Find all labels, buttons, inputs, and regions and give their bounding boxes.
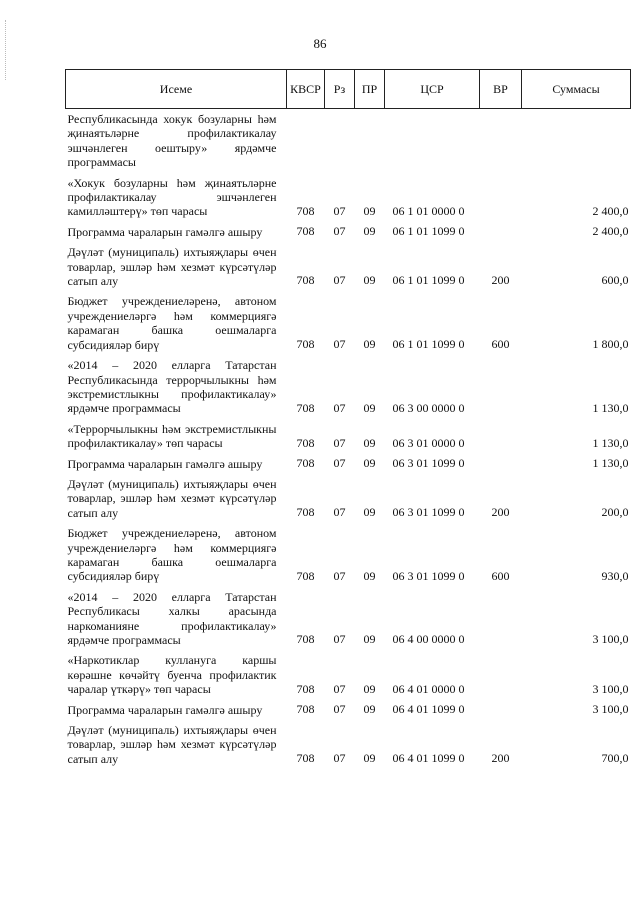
cell-pr: 09	[363, 455, 376, 470]
cell-csr: 06 3 01 1099 0	[392, 568, 465, 583]
table-row	[66, 474, 631, 523]
header-kvsr: КВСР	[287, 70, 325, 109]
header-sum: Суммасы	[522, 70, 631, 109]
cell-csr	[385, 109, 480, 173]
table-row	[66, 720, 631, 769]
cell-sum: 3 100,0	[592, 681, 629, 696]
cell-name: Республикасында хокук бозуларны һәм җинаятьләрне профилактикалау эшчәнлеген оештыру» ярдәмче программасы	[67, 112, 277, 170]
cell-rz: 07	[333, 632, 346, 647]
cell-csr: 06 3 01 1099 0	[392, 455, 465, 470]
cell-rz: 07	[333, 568, 346, 583]
cell-rz: 07	[333, 203, 346, 218]
cell-csr: 06 1 01 0000 0	[392, 203, 465, 218]
table-header	[66, 70, 631, 109]
header-csr: ЦСР	[385, 70, 480, 109]
cell-vr	[480, 109, 522, 173]
cell-kvsr: 708	[296, 435, 315, 450]
cell-pr: 09	[363, 273, 376, 288]
cell-vr	[480, 650, 522, 699]
cell-vr: 200	[491, 273, 510, 288]
cell-name: Дәүләт (муниципаль) ихтыяҗлары өчен товарлар, эшләр һәм хезмәт күрсәтүләр сатып алу	[67, 245, 277, 289]
cell-sum: 3 100,0	[592, 702, 629, 717]
cell-sum: 700,0	[601, 751, 629, 766]
table-row	[66, 109, 631, 173]
cell-name: «2014 – 2020 елларга Татарстан Республикасы халкы арасында наркоманияне профилактикалау» ярдәмче программасы	[67, 589, 277, 647]
cell-kvsr: 708	[296, 337, 315, 352]
cell-pr: 09	[363, 203, 376, 218]
cell-name: «2014 – 2020 елларга Татарстан Республикасында террорчылыкны һәм экстремистлыкны профилактикалау» ярдәмче программасы	[67, 358, 277, 416]
cell-sum: 1 130,0	[592, 435, 629, 450]
cell-csr: 06 1 01 1099 0	[392, 273, 465, 288]
table-row	[66, 222, 631, 242]
cell-csr: 06 3 01 0000 0	[392, 435, 465, 450]
cell-sum	[522, 109, 631, 173]
cell-kvsr	[287, 109, 325, 173]
table-row	[66, 523, 631, 587]
cell-name: Программа чараларын гамәлгә ашыру	[67, 224, 263, 239]
cell-vr	[480, 700, 522, 720]
cell-csr: 06 3 00 0000 0	[392, 400, 465, 415]
cell-csr: 06 3 01 1099 0	[392, 505, 465, 520]
cell-rz: 07	[333, 273, 346, 288]
cell-kvsr: 708	[296, 568, 315, 583]
cell-name: Дәүләт (муниципаль) ихтыяҗлары өчен товарлар, эшләр һәм хезмәт күрсәтүләр сатып алу	[67, 476, 277, 520]
cell-vr: 600	[491, 337, 510, 352]
cell-kvsr: 708	[296, 273, 315, 288]
cell-pr: 09	[363, 505, 376, 520]
cell-pr: 09	[363, 632, 376, 647]
cell-pr: 09	[363, 568, 376, 583]
cell-kvsr: 708	[296, 224, 315, 239]
table-row	[66, 355, 631, 419]
cell-sum: 2 400,0	[592, 224, 629, 239]
table-row	[66, 419, 631, 454]
cell-kvsr: 708	[296, 400, 315, 415]
cell-pr: 09	[363, 681, 376, 696]
table-row	[66, 587, 631, 651]
header-name: Исеме	[66, 70, 287, 109]
cell-pr: 09	[363, 224, 376, 239]
header-vr: ВР	[480, 70, 522, 109]
cell-pr: 09	[363, 337, 376, 352]
cell-rz	[325, 109, 355, 173]
cell-sum: 1 800,0	[592, 337, 629, 352]
cell-pr: 09	[363, 702, 376, 717]
table-body	[66, 109, 631, 770]
header-rz: Рз	[325, 70, 355, 109]
cell-name: «Наркотиклар куллануга каршы көрәшне көчәйтү буенча профилактик чаралар үткәрү» төп чарасы	[67, 653, 277, 697]
cell-vr	[480, 419, 522, 454]
cell-csr: 06 4 00 0000 0	[392, 632, 465, 647]
cell-rz: 07	[333, 224, 346, 239]
cell-name: «Террорчылыкны һәм экстремистлыкны профилактикалау» төп чарасы	[67, 421, 277, 451]
cell-rz: 07	[333, 505, 346, 520]
table-row	[66, 454, 631, 474]
cell-name: Дәүләт (муниципаль) ихтыяҗлары өчен товарлар, эшләр һәм хезмәт күрсәтүләр сатып алу	[67, 723, 277, 766]
cell-kvsr: 708	[296, 702, 315, 717]
cell-csr: 06 4 01 1099 0	[392, 751, 465, 766]
cell-pr: 09	[363, 435, 376, 450]
cell-sum: 930,0	[601, 568, 629, 583]
cell-sum: 2 400,0	[592, 203, 629, 218]
cell-name: Бюджет учреждениеләренә, автоном учреждениеләргә һәм коммерциягә карамаган башка оешмаларга субсидияләр бирү	[67, 294, 277, 352]
cell-rz: 07	[333, 681, 346, 696]
cell-vr	[480, 222, 522, 242]
page-number: 86	[313, 36, 327, 51]
table-row	[66, 291, 631, 355]
cell-csr: 06 4 01 0000 0	[392, 681, 465, 696]
cell-sum: 600,0	[601, 273, 629, 288]
cell-csr: 06 1 01 1099 0	[392, 224, 465, 239]
cell-vr: 600	[491, 568, 510, 583]
cell-name: Программа чараларын гамәлгә ашыру	[67, 702, 263, 717]
cell-vr	[480, 587, 522, 651]
table-row	[66, 700, 631, 720]
cell-kvsr: 708	[296, 632, 315, 647]
cell-pr: 09	[363, 751, 376, 766]
cell-vr	[480, 355, 522, 419]
cell-name: Программа чараларын гамәлгә ашыру	[67, 456, 263, 471]
cell-sum: 1 130,0	[592, 400, 629, 415]
header-pr: ПР	[355, 70, 385, 109]
cell-pr	[355, 109, 385, 173]
cell-name: «Хокук бозуларны һәм җинаятьләрне профилактикалау эшчәнлеген камилләштерү» төп чарасы	[67, 175, 277, 219]
table-row	[66, 173, 631, 222]
cell-vr	[480, 173, 522, 222]
cell-rz: 07	[333, 337, 346, 352]
cell-rz: 07	[333, 455, 346, 470]
budget-table	[65, 69, 631, 769]
cell-rz: 07	[333, 400, 346, 415]
cell-kvsr: 708	[296, 203, 315, 218]
cell-rz: 07	[333, 751, 346, 766]
cell-pr: 09	[363, 400, 376, 415]
cell-vr: 200	[491, 751, 510, 766]
cell-vr	[480, 454, 522, 474]
cell-rz: 07	[333, 435, 346, 450]
cell-kvsr: 708	[296, 751, 315, 766]
cell-vr: 200	[491, 505, 510, 520]
cell-sum: 200,0	[601, 505, 629, 520]
cell-kvsr: 708	[296, 681, 315, 696]
cell-kvsr: 708	[296, 505, 315, 520]
cell-sum: 1 130,0	[592, 455, 629, 470]
cell-csr: 06 1 01 1099 0	[392, 337, 465, 352]
table-row	[66, 650, 631, 699]
cell-name: Бюджет учреждениеләренә, автоном учреждениеләргә һәм коммерциягә карамаган башка оешмаларга субсидияләр бирү	[67, 526, 277, 584]
cell-sum: 3 100,0	[592, 632, 629, 647]
table-row	[66, 242, 631, 291]
cell-kvsr: 708	[296, 455, 315, 470]
cell-csr: 06 4 01 1099 0	[392, 702, 465, 717]
cell-rz: 07	[333, 702, 346, 717]
